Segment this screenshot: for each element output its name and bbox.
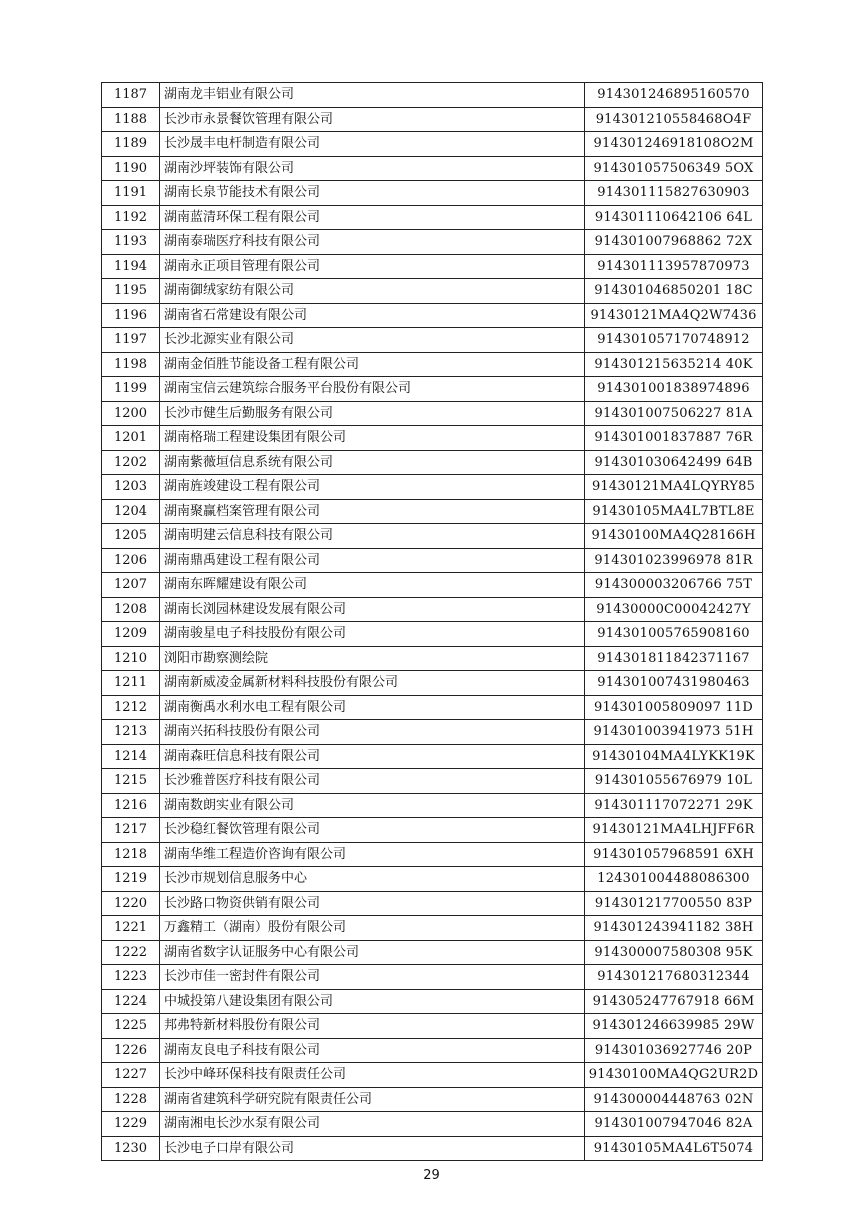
credit-code: 914301057506349 5OX: [585, 156, 763, 181]
row-number: 1221: [102, 916, 160, 941]
credit-code: 914301217680312344: [585, 965, 763, 990]
credit-code: 914301023996978 81R: [585, 548, 763, 573]
company-name: 长沙晟丰电杆制造有限公司: [160, 132, 585, 157]
table-row: [102, 279, 763, 304]
credit-code: 914301210558468O4F: [585, 107, 763, 132]
table-row: [102, 940, 763, 965]
row-number: 1208: [102, 597, 160, 622]
credit-code: 914301057170748912: [585, 328, 763, 353]
row-number: 1199: [102, 377, 160, 402]
company-name: 长沙市健生后勤服务有限公司: [160, 401, 585, 426]
table-row: [102, 1136, 763, 1161]
company-name: 长沙市佳一密封件有限公司: [160, 965, 585, 990]
credit-code: 914301001838974896: [585, 377, 763, 402]
credit-code: 91430121MA4Q2W7436: [585, 303, 763, 328]
credit-code: 914301007947046 82A: [585, 1112, 763, 1137]
company-name: 湖南华维工程造价咨询有限公司: [160, 842, 585, 867]
table-row: [102, 1112, 763, 1137]
credit-code: 914301246918108O2M: [585, 132, 763, 157]
company-name: 长沙雅普医疗科技有限公司: [160, 769, 585, 794]
company-name: 长沙市规划信息服务中心: [160, 867, 585, 892]
credit-code: 914301030642499 64B: [585, 450, 763, 475]
credit-code: 914301811842371167: [585, 646, 763, 671]
row-number: 1196: [102, 303, 160, 328]
company-name: 湖南兴拓科技股份有限公司: [160, 720, 585, 745]
table-row: [102, 548, 763, 573]
credit-code: 914301046850201 18C: [585, 279, 763, 304]
credit-code: 914301246895160570: [585, 83, 763, 108]
credit-code: 91430105MA4L7BTL8E: [585, 499, 763, 524]
row-number: 1219: [102, 867, 160, 892]
company-name: 湖南省石常建设有限公司: [160, 303, 585, 328]
row-number: 1197: [102, 328, 160, 353]
credit-code: 124301004488086300: [585, 867, 763, 892]
table-row: [102, 916, 763, 941]
row-number: 1220: [102, 891, 160, 916]
row-number: 1204: [102, 499, 160, 524]
row-number: 1225: [102, 1014, 160, 1039]
table-row: [102, 450, 763, 475]
table-row: [102, 156, 763, 181]
company-list-body: [102, 83, 763, 1161]
credit-code: 914305247767918 66M: [585, 989, 763, 1014]
row-number: 1206: [102, 548, 160, 573]
row-number: 1223: [102, 965, 160, 990]
credit-code: 914301001837887 76R: [585, 426, 763, 451]
company-name: 湖南数朗实业有限公司: [160, 793, 585, 818]
company-name: 湖南泰瑞医疗科技有限公司: [160, 230, 585, 255]
table-row: [102, 181, 763, 206]
credit-code: 914301036927746 20P: [585, 1038, 763, 1063]
row-number: 1222: [102, 940, 160, 965]
table-row: [102, 867, 763, 892]
credit-code: 91430100MA4Q28166H: [585, 524, 763, 549]
credit-code: 914301007431980463: [585, 671, 763, 696]
credit-code: 914301055676979 10L: [585, 769, 763, 794]
company-name: 湖南宝信云建筑综合服务平台股份有限公司: [160, 377, 585, 402]
company-name: 湖南骏星电子科技股份有限公司: [160, 622, 585, 647]
credit-code: 91430105MA4L6T5074: [585, 1136, 763, 1161]
table-row: [102, 401, 763, 426]
credit-code: 914301215635214 40K: [585, 352, 763, 377]
credit-code: 914300004448763 02N: [585, 1087, 763, 1112]
company-name: 湖南永正项目管理有限公司: [160, 254, 585, 279]
row-number: 1190: [102, 156, 160, 181]
row-number: 1192: [102, 205, 160, 230]
row-number: 1210: [102, 646, 160, 671]
table-row: [102, 622, 763, 647]
row-number: 1226: [102, 1038, 160, 1063]
row-number: 1228: [102, 1087, 160, 1112]
company-name: 湖南鼎禹建设工程有限公司: [160, 548, 585, 573]
table-row: [102, 1038, 763, 1063]
credit-code: 914301005809097 11D: [585, 695, 763, 720]
company-name: 湖南蓝清环保工程有限公司: [160, 205, 585, 230]
table-row: [102, 842, 763, 867]
credit-code: 914301005765908160: [585, 622, 763, 647]
company-name: 湖南紫薇垣信息系统有限公司: [160, 450, 585, 475]
table-row: [102, 793, 763, 818]
credit-code: 914301003941973 51H: [585, 720, 763, 745]
table-row: [102, 1087, 763, 1112]
table-row: [102, 475, 763, 500]
credit-code: 914301110642106 64L: [585, 205, 763, 230]
credit-code: 914301115827630903: [585, 181, 763, 206]
company-name: 万鑫精工（湖南）股份有限公司: [160, 916, 585, 941]
company-name: 湖南旌竣建设工程有限公司: [160, 475, 585, 500]
row-number: 1195: [102, 279, 160, 304]
company-name: 湖南金佰胜节能设备工程有限公司: [160, 352, 585, 377]
table-row: [102, 1063, 763, 1088]
company-name: 邦弗特新材料股份有限公司: [160, 1014, 585, 1039]
row-number: 1216: [102, 793, 160, 818]
table-row: [102, 132, 763, 157]
table-row: [102, 426, 763, 451]
credit-code: 91430121MA4LQYRY85: [585, 475, 763, 500]
credit-code: 914301117072271 29K: [585, 793, 763, 818]
company-name: 长沙市永景餐饮管理有限公司: [160, 107, 585, 132]
company-name: 湖南湘电长沙水泵有限公司: [160, 1112, 585, 1137]
credit-code: 91430100MA4QG2UR2D: [585, 1063, 763, 1088]
company-name: 湖南明建云信息科技有限公司: [160, 524, 585, 549]
company-name: 长沙北源实业有限公司: [160, 328, 585, 353]
company-name: 湖南衡禹水利水电工程有限公司: [160, 695, 585, 720]
company-name: 长沙电子口岸有限公司: [160, 1136, 585, 1161]
credit-code: 91430104MA4LYKK19K: [585, 744, 763, 769]
page-number: 29: [423, 1168, 440, 1183]
table-row: [102, 230, 763, 255]
credit-code: 914301243941182 38H: [585, 916, 763, 941]
table-row: [102, 744, 763, 769]
row-number: 1209: [102, 622, 160, 647]
table-row: [102, 254, 763, 279]
credit-code: 91430000C00042427Y: [585, 597, 763, 622]
company-name: 长沙中峰环保科技有限责任公司: [160, 1063, 585, 1088]
company-name: 长沙路口物资供销有限公司: [160, 891, 585, 916]
company-name: 湖南聚赢档案管理有限公司: [160, 499, 585, 524]
row-number: 1207: [102, 573, 160, 598]
credit-code: 914301217700550 83P: [585, 891, 763, 916]
table-row: [102, 720, 763, 745]
table-row: [102, 107, 763, 132]
company-name: 浏阳市勘察测绘院: [160, 646, 585, 671]
row-number: 1198: [102, 352, 160, 377]
table-row: [102, 769, 763, 794]
credit-code: 914301007968862 72X: [585, 230, 763, 255]
company-name: 湖南龙丰铝业有限公司: [160, 83, 585, 108]
table-row: [102, 377, 763, 402]
row-number: 1203: [102, 475, 160, 500]
credit-code: 91430121MA4LHJFF6R: [585, 818, 763, 843]
company-name: 湖南森旺信息科技有限公司: [160, 744, 585, 769]
table-row: [102, 573, 763, 598]
credit-code: 914300003206766 75T: [585, 573, 763, 598]
table-row: [102, 303, 763, 328]
table-row: [102, 524, 763, 549]
row-number: 1194: [102, 254, 160, 279]
row-number: 1229: [102, 1112, 160, 1137]
row-number: 1227: [102, 1063, 160, 1088]
row-number: 1212: [102, 695, 160, 720]
company-name: 湖南省建筑科学研究院有限责任公司: [160, 1087, 585, 1112]
row-number: 1191: [102, 181, 160, 206]
row-number: 1205: [102, 524, 160, 549]
table-row: [102, 965, 763, 990]
row-number: 1193: [102, 230, 160, 255]
table-row: [102, 891, 763, 916]
row-number: 1187: [102, 83, 160, 108]
table-row: [102, 205, 763, 230]
row-number: 1188: [102, 107, 160, 132]
company-name: 中城投第八建设集团有限公司: [160, 989, 585, 1014]
table-row: [102, 1014, 763, 1039]
row-number: 1213: [102, 720, 160, 745]
company-name: 湖南长泉节能技术有限公司: [160, 181, 585, 206]
table-row: [102, 989, 763, 1014]
row-number: 1230: [102, 1136, 160, 1161]
row-number: 1224: [102, 989, 160, 1014]
credit-code: 914301007506227 81A: [585, 401, 763, 426]
credit-code: 914301246639985 29W: [585, 1014, 763, 1039]
row-number: 1218: [102, 842, 160, 867]
company-name: 湖南长浏园林建设发展有限公司: [160, 597, 585, 622]
company-name: 湖南友良电子科技有限公司: [160, 1038, 585, 1063]
credit-code: 914300007580308 95K: [585, 940, 763, 965]
company-name: 长沙稳红餐饮管理有限公司: [160, 818, 585, 843]
credit-code: 914301113957870973: [585, 254, 763, 279]
row-number: 1200: [102, 401, 160, 426]
company-name: 湖南格瑞工程建设集团有限公司: [160, 426, 585, 451]
company-name: 湖南沙坪装饰有限公司: [160, 156, 585, 181]
row-number: 1214: [102, 744, 160, 769]
row-number: 1202: [102, 450, 160, 475]
company-name: 湖南东晖耀建设有限公司: [160, 573, 585, 598]
table-row: [102, 646, 763, 671]
credit-code: 914301057968591 6XH: [585, 842, 763, 867]
table-row: [102, 671, 763, 696]
company-name: 湖南御绒家纺有限公司: [160, 279, 585, 304]
table-row: [102, 83, 763, 108]
table-row: [102, 328, 763, 353]
table-row: [102, 695, 763, 720]
row-number: 1211: [102, 671, 160, 696]
row-number: 1189: [102, 132, 160, 157]
table-row: [102, 352, 763, 377]
row-number: 1217: [102, 818, 160, 843]
table-row: [102, 597, 763, 622]
table-row: [102, 818, 763, 843]
company-list-table: [101, 82, 763, 1161]
row-number: 1201: [102, 426, 160, 451]
company-name: 湖南省数字认证服务中心有限公司: [160, 940, 585, 965]
company-name: 湖南新威凌金属新材料科技股份有限公司: [160, 671, 585, 696]
row-number: 1215: [102, 769, 160, 794]
table-row: [102, 499, 763, 524]
